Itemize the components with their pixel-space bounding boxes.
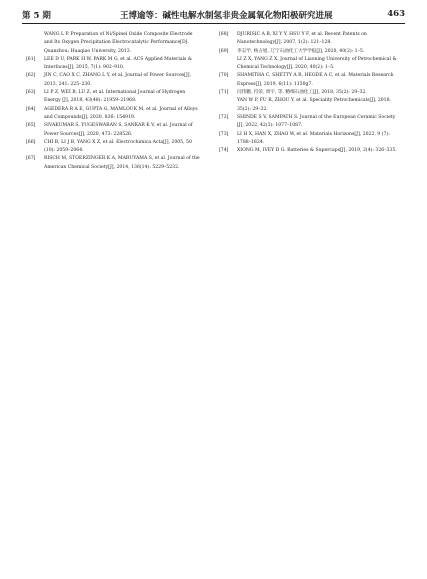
reference-number: [72]	[219, 114, 229, 120]
reference-number: [62]	[26, 73, 36, 79]
reference-item	[26, 31, 201, 56]
reference-item	[219, 56, 401, 73]
reference-item	[26, 56, 201, 73]
reference-text: LI H X, HAN X, ZHAO W, et al. Materials Horizons[J], 2022, 9 (7): 1788–1824.	[237, 131, 390, 145]
reference-item	[219, 31, 401, 48]
reference-item	[219, 89, 401, 97]
reference-item	[219, 131, 401, 148]
reference-text: RISCH M, STOERZINGER K A, MARUYAMA S, et al. Journal of the American Chemical Society[J], 2014, 136(14): 5229–5232.	[44, 156, 200, 170]
page-number: 463	[387, 9, 405, 19]
reference-text: SIVAKUMAR S, YUGESWARAN S, SANKAR K V, et al. Journal of Power Sources[J], 2020, 473: 228526.	[44, 123, 193, 137]
reference-number: [68]	[219, 32, 229, 37]
reference-item	[219, 97, 401, 114]
reference-number: [71]	[219, 90, 229, 96]
reference-text: DJURISIC A B, XI Y Y, HSU Y F, et al. Recent Patents on Nanotechnology[J], 2007, 1(2): 121–128.	[237, 32, 367, 46]
reference-number: [61]	[26, 56, 36, 62]
reference-text: AGEDERA R A E, GUPTA G, MAMLOUK M, et al. Journal of Alloys and Compounds[J], 2020, 836: 154919.	[44, 106, 198, 120]
reference-item	[26, 139, 201, 156]
reference-text: YAN W P, FU R, ZHOU Y, et al. Speciality Petrochemicals[J], 2018, 35(2): 29–32.	[237, 98, 391, 112]
reference-text: LI P Z, WEI B, LU Z, et al. International Journal of Hydrogen Energy [J], 2018, 43(48): 21959–21968.	[44, 90, 186, 104]
reference-text: 李志学, 杨占旭. 辽宁石油化工大学学报[J], 2020, 40(2): 1–5.	[237, 48, 365, 54]
running-title: 王博逾等：碱性电解水制氢非贵金属氧化物阳极研究进展	[120, 11, 333, 21]
reference-text: 闫伟鹏, 符荣, 周宇, 等. 精细石油化工[J], 2018, 35(2): 29–32.	[237, 90, 367, 96]
reference-number: [70]	[219, 73, 229, 79]
reference-text: SHAMITHA C, SHETTY A R, HEGDE A C, et al. Materials Research Express[J], 2019, 6(11): 1150g7.	[237, 73, 394, 87]
references-right-column	[219, 31, 401, 155]
reference-number: [64]	[26, 106, 36, 112]
reference-number: [66]	[26, 139, 36, 145]
reference-number: [74]	[219, 148, 229, 154]
header-rule	[22, 23, 405, 24]
reference-text: LI Z X, YANG Z X. Journal of Liaoning University of Petrochemical & Chemical Technology[J], 2020, 40(2): 1–5.	[237, 56, 397, 71]
reference-number: [63]	[26, 90, 36, 96]
reference-number: [67]	[26, 156, 36, 162]
reference-number: [69]	[219, 48, 229, 54]
reference-item	[26, 72, 201, 89]
reference-item	[26, 89, 201, 106]
reference-text: WANG L P. Preparation of Ni/Spinel Oxide Composite Electrode and Its Oxygen Precipitation Electrocatalytic Performance[D]. Quanzhou: Huaqiao University, 2013.	[44, 32, 193, 54]
reference-number: [65]	[26, 123, 36, 129]
reference-number: [73]	[219, 131, 229, 137]
reference-text: SHINDE S V, SAMPATH S. Journal of the European Ceramic Society [J], 2022, 42(3): 1077–1087.	[237, 114, 396, 129]
reference-item	[219, 48, 401, 56]
reference-text: LEE D U, PARK H W, PARK M G, et al. ACS Applied Materials & Interfaces[J], 2015, 7(1): 902–910.	[44, 56, 192, 71]
issue-label: 第 5 期	[22, 11, 51, 21]
page-header	[22, 0, 405, 22]
reference-item	[26, 155, 201, 172]
reference-item	[219, 72, 401, 89]
reference-item	[26, 106, 201, 123]
reference-text: CHI B, LI J B, YANG X Z, et al. Electrochimica Acta[J], 2005, 50 (10): 2059–2064.	[44, 139, 192, 154]
reference-item	[26, 122, 201, 139]
reference-item	[219, 114, 401, 131]
references-left-column	[26, 31, 201, 172]
reference-item	[219, 147, 401, 155]
reference-text: JIN C, CAO X C, ZHANG L Y, et al. Journal of Power Sources[J], 2013, 241: 225–230.	[44, 73, 192, 87]
reference-text: XIONG M, IVEY D G. Batteries & Supercaps[J], 2019, 2(4): 326–335.	[237, 148, 397, 154]
